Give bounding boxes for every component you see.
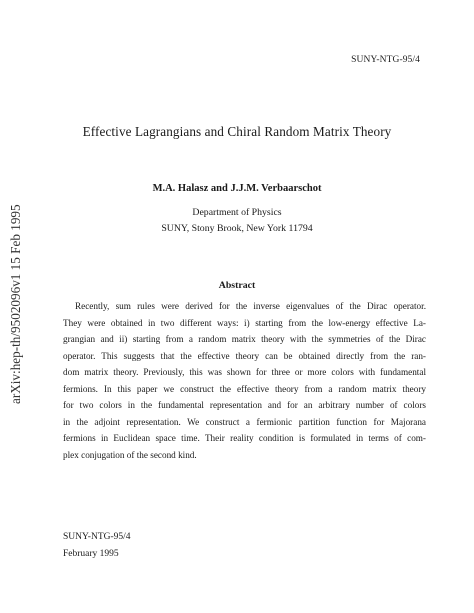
abstract-line: grangian and ii) starting from a random matrix theory with the symmetries of the Dirac: [63, 334, 426, 345]
abstract-line: fermions. In this paper we construct the effective theory from a random matrix theory: [63, 383, 426, 394]
affiliation-address: SUNY, Stony Brook, New York 11794: [161, 223, 313, 234]
abstract-body: [63, 298, 426, 463]
arxiv-stamp-text: arXiv:hep-th/9502096v1 15 Feb 1995: [8, 204, 23, 404]
abstract-line: plex conjugation of the second kind.: [63, 449, 197, 460]
affiliation-department: Department of Physics: [192, 207, 282, 218]
footer-report-number: SUNY-NTG-95/4: [63, 532, 131, 542]
report-number: SUNY-NTG-95/4: [351, 55, 420, 65]
authors: M.A. Halasz and J.J.M. Verbaarschot: [152, 183, 322, 194]
abstract-line: dom matrix theory. Previously, this was shown for three or more colors with fundamental: [63, 367, 426, 378]
abstract-line: operator. This suggests that the effective theory can be obtained directly from the ran-: [63, 350, 426, 361]
abstract-line: in the adjoint representation. We construct a fermionic partition function for Majorana: [63, 416, 426, 427]
abstract-line: fermions in Euclidean space time. Their reality condition is formulated in terms of com-: [63, 433, 426, 444]
abstract-line: for two colors in the fundamental representation and for an arbitrary number of colors: [63, 400, 426, 411]
footer-date: February 1995: [63, 549, 119, 559]
abstract-line: Recently, sum rules were derived for the inverse eigenvalues of the Dirac operator.: [75, 301, 426, 311]
paper-title: Effective Lagrangians and Chiral Random Matrix Theory: [82, 124, 392, 139]
abstract-line: They were obtained in two different ways: i) starting from the low-energy effective La-: [63, 317, 426, 328]
abstract-heading: Abstract: [218, 280, 256, 291]
